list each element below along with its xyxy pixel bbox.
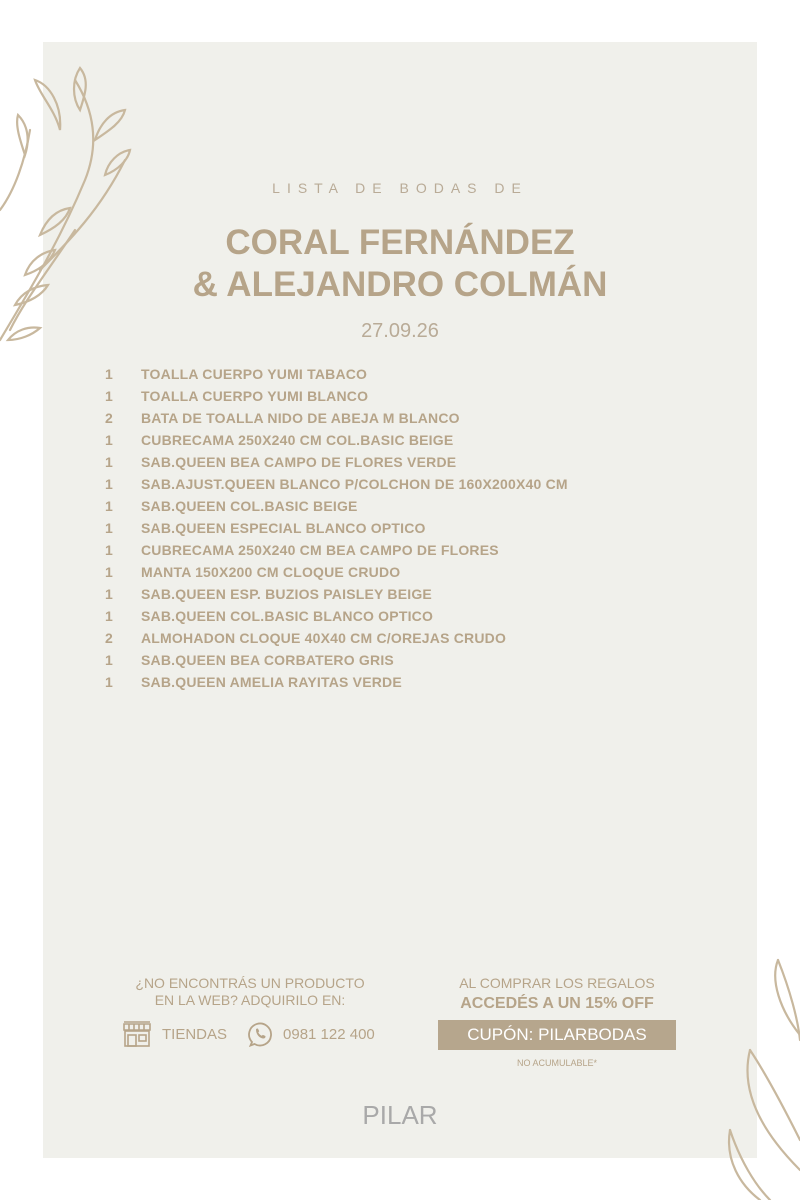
- item-quantity: 1: [105, 542, 113, 558]
- contact-options: [122, 1020, 375, 1048]
- item-quantity: 1: [105, 454, 113, 470]
- item-quantity: 1: [105, 498, 113, 514]
- list-item: [105, 473, 705, 495]
- list-item: [105, 451, 705, 473]
- item-description: BATA DE TOALLA NIDO DE ABEJA M BLANCO: [141, 410, 460, 426]
- item-quantity: 1: [105, 652, 113, 668]
- names-line-2: & ALEJANDRO COLMÁN: [192, 265, 608, 304]
- not-found-notice: [110, 975, 390, 1009]
- item-description: SAB.QUEEN BEA CAMPO DE FLORES VERDE: [141, 454, 457, 470]
- item-description: SAB.QUEEN COL.BASIC BLANCO OPTICO: [141, 608, 434, 624]
- store-icon: [122, 1020, 152, 1048]
- list-item: [105, 561, 705, 583]
- brand-logo: PILAR: [362, 1100, 438, 1130]
- not-found-line-2: EN LA WEB? ADQUIRILO EN:: [154, 992, 346, 1008]
- item-quantity: 1: [105, 564, 113, 580]
- not-found-line-1: ¿NO ENCONTRÁS UN PRODUCTO: [135, 975, 365, 991]
- item-quantity: 1: [105, 586, 113, 602]
- list-item: [105, 429, 705, 451]
- offer-line-2: ACCEDÉS A UN 15% OFF: [460, 995, 654, 1012]
- leaf-branch-decoration-right: [700, 940, 800, 1200]
- stores-label: TIENDAS: [162, 1025, 228, 1043]
- names-line-1: CORAL FERNÁNDEZ: [225, 223, 575, 262]
- list-item: [105, 539, 705, 561]
- item-quantity: 1: [105, 432, 113, 448]
- item-description: CUBRECAMA 250X240 CM COL.BASIC BEIGE: [141, 432, 454, 448]
- whatsapp-icon: [247, 1021, 273, 1047]
- phone-link[interactable]: [247, 1021, 375, 1047]
- offer-line-1: AL COMPRAR LOS REGALOS: [459, 975, 655, 991]
- item-description: SAB.AJUST.QUEEN BLANCO P/COLCHON DE 160X200X40 CM: [141, 476, 568, 492]
- item-description: SAB.QUEEN ESP. BUZIOS PAISLEY BEIGE: [141, 586, 432, 602]
- list-item: [105, 605, 705, 627]
- item-quantity: 1: [105, 388, 113, 404]
- disclaimer-text: NO ACUMULABLE*: [516, 1058, 598, 1068]
- list-item: [105, 627, 705, 649]
- item-description: TOALLA CUERPO YUMI BLANCO: [141, 388, 369, 404]
- item-quantity: 1: [105, 476, 113, 492]
- item-quantity: 1: [105, 366, 113, 382]
- item-description: SAB.QUEEN AMELIA RAYITAS VERDE: [141, 674, 402, 690]
- list-item: [105, 671, 705, 693]
- item-description: MANTA 150X200 CM CLOQUE CRUDO: [141, 564, 401, 580]
- discount-offer: [437, 975, 677, 1068]
- item-description: SAB.QUEEN ESPECIAL BLANCO OPTICO: [141, 520, 426, 536]
- leaf-branch-decoration-left: [0, 60, 135, 360]
- item-quantity: 1: [105, 674, 113, 690]
- phone-number: 0981 122 400: [283, 1025, 375, 1043]
- list-item: [105, 495, 705, 517]
- item-quantity: 2: [105, 410, 113, 426]
- item-description: ALMOHADON CLOQUE 40X40 CM C/OREJAS CRUDO: [141, 630, 507, 646]
- item-quantity: 1: [105, 520, 113, 536]
- item-description: SAB.QUEEN COL.BASIC BEIGE: [141, 498, 358, 514]
- item-quantity: 1: [105, 608, 113, 624]
- item-description: TOALLA CUERPO YUMI TABACO: [141, 366, 368, 382]
- list-subtitle: LISTA DE BODAS DE: [272, 180, 528, 196]
- list-item: [105, 583, 705, 605]
- list-item: [105, 363, 705, 385]
- list-item: [105, 385, 705, 407]
- list-item: [105, 517, 705, 539]
- item-quantity: 2: [105, 630, 113, 646]
- wedding-date: 27.09.26: [361, 320, 439, 342]
- stores-link[interactable]: [122, 1020, 227, 1048]
- item-description: SAB.QUEEN BEA CORBATERO GRIS: [141, 652, 394, 668]
- gift-list: [105, 363, 705, 693]
- list-item: [105, 649, 705, 671]
- list-item: [105, 407, 705, 429]
- item-description: CUBRECAMA 250X240 CM BEA CAMPO DE FLORES: [141, 542, 499, 558]
- couple-names: [0, 222, 800, 306]
- coupon-code-badge: CUPÓN: PILARBODAS: [438, 1020, 676, 1050]
